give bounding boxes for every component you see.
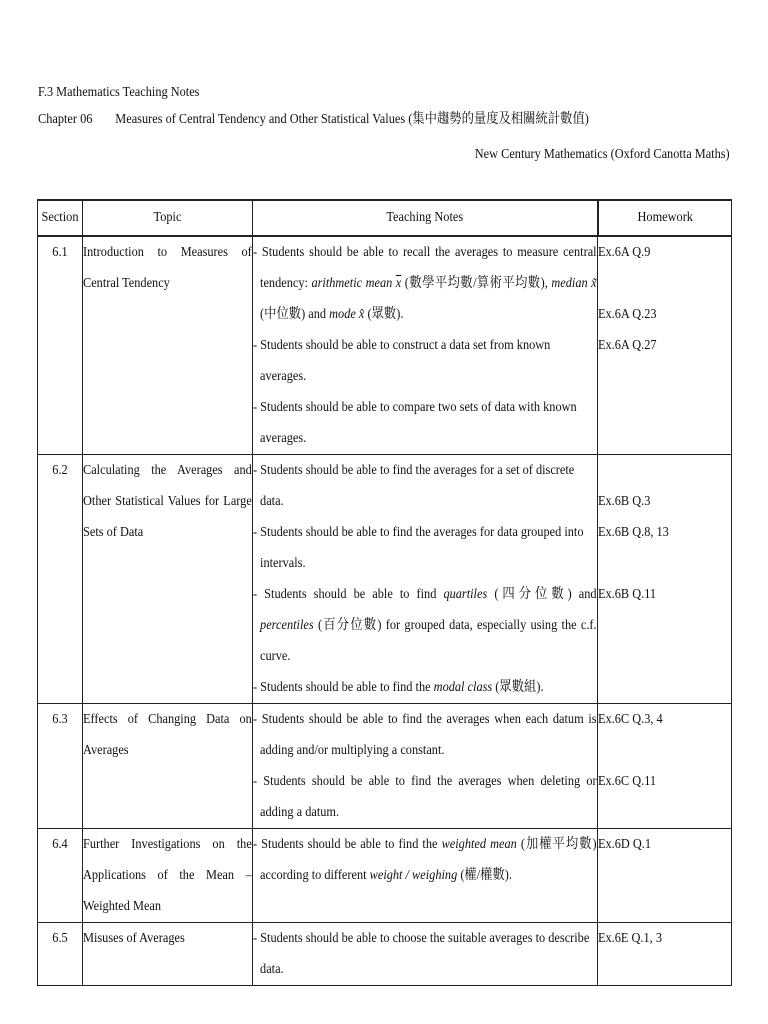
homework-item: Ex.6A Q.9 [598, 245, 651, 260]
topic-cell: Further Investigations on the Applications of the Mean – Weighted Mean [83, 829, 253, 923]
teaching-note: - Students should be able to choose the suitable averages to describe data. [253, 931, 590, 977]
homework-item: Ex.6C Q.11 [598, 774, 657, 789]
table-row [38, 829, 732, 923]
homework-cell [598, 704, 732, 829]
teaching-note: - Students should be able to recall the averages to measure central tendency: arithmetic mean $\overline{x}$ (數學平均數/算術平均數), median x̃ (中位數) and mode x̂ (眾數). [253, 245, 597, 322]
chapter-title: Measures of Central Tendency and Other Statistical Values (集中趨勢的量度及相關統計數值) [115, 112, 589, 127]
teaching-note: - Students should be able to find quartiles (四分位數) and percentiles (百分位數) for grouped data, especially using the c.f. curve. [253, 587, 597, 664]
homework-cell [598, 236, 732, 455]
homework-item: Ex.6E Q.1, 3 [598, 931, 662, 946]
section-number: 6.1 [38, 236, 83, 455]
teaching-notes-cell [253, 829, 598, 923]
table-row [38, 236, 732, 455]
homework-cell [598, 455, 732, 704]
chapter-heading [38, 111, 589, 129]
homework-item: Ex.6B Q.11 [598, 587, 657, 602]
chapter-label: Chapter 06 [38, 112, 93, 127]
textbook-name: New Century Mathematics (Oxford Canotta Maths) [475, 147, 730, 162]
header-topic: Topic [83, 200, 253, 236]
table-row [38, 455, 732, 704]
teaching-note: - Students should be able to find the averages when each datum is adding and/or multiplying a constant. [253, 712, 597, 758]
teaching-notes-cell [253, 704, 598, 829]
teaching-notes-cell [253, 236, 598, 455]
header-section: Section [38, 200, 83, 236]
header-homework: Homework [598, 200, 732, 236]
homework-cell [598, 829, 732, 923]
homework-item: Ex.6D Q.1 [598, 837, 652, 852]
teaching-note: - Students should be able to find the averages for a set of discrete data. [253, 463, 575, 509]
teaching-note: - Students should be able to compare two sets of data with known averages. [253, 400, 577, 446]
teaching-notes-cell [253, 923, 598, 986]
homework-item: Ex.6A Q.23 [598, 307, 657, 322]
teaching-notes-cell [253, 455, 598, 704]
table-header-row [38, 200, 732, 236]
topic-cell: Calculating the Averages and Other Statistical Values for Large Sets of Data [83, 455, 253, 704]
homework-cell [598, 923, 732, 986]
section-number: 6.4 [38, 829, 83, 923]
homework-item: Ex.6C Q.3, 4 [598, 712, 663, 727]
topic-cell: Introduction to Measures of Central Tendency [83, 236, 253, 455]
teaching-notes-table [37, 199, 732, 986]
teaching-note: - Students should be able to construct a data set from known averages. [253, 338, 551, 384]
teaching-note: - Students should be able to find the weighted mean (加權平均數) according to different weight / weighing (權/權數). [253, 837, 597, 883]
homework-item: Ex.6B Q.3 [598, 494, 651, 509]
homework-item: Ex.6B Q.8, 13 [598, 525, 669, 540]
teaching-note: - Students should be able to find the averages for data grouped into intervals. [253, 525, 584, 571]
table-row [38, 923, 732, 986]
teaching-note: - Students should be able to find the averages when deleting or adding a datum. [253, 774, 597, 820]
section-number: 6.2 [38, 455, 83, 704]
teaching-note: - Students should be able to find the modal class (眾數組). [253, 680, 544, 695]
header-teaching-notes: Teaching Notes [253, 200, 598, 236]
table-row [38, 704, 732, 829]
topic-cell: Effects of Changing Data on Averages [83, 704, 253, 829]
topic-cell: Misuses of Averages [83, 923, 253, 986]
document-title: F.3 Mathematics Teaching Notes [38, 85, 200, 100]
section-number: 6.3 [38, 704, 83, 829]
homework-item: Ex.6A Q.27 [598, 338, 657, 353]
section-number: 6.5 [38, 923, 83, 986]
